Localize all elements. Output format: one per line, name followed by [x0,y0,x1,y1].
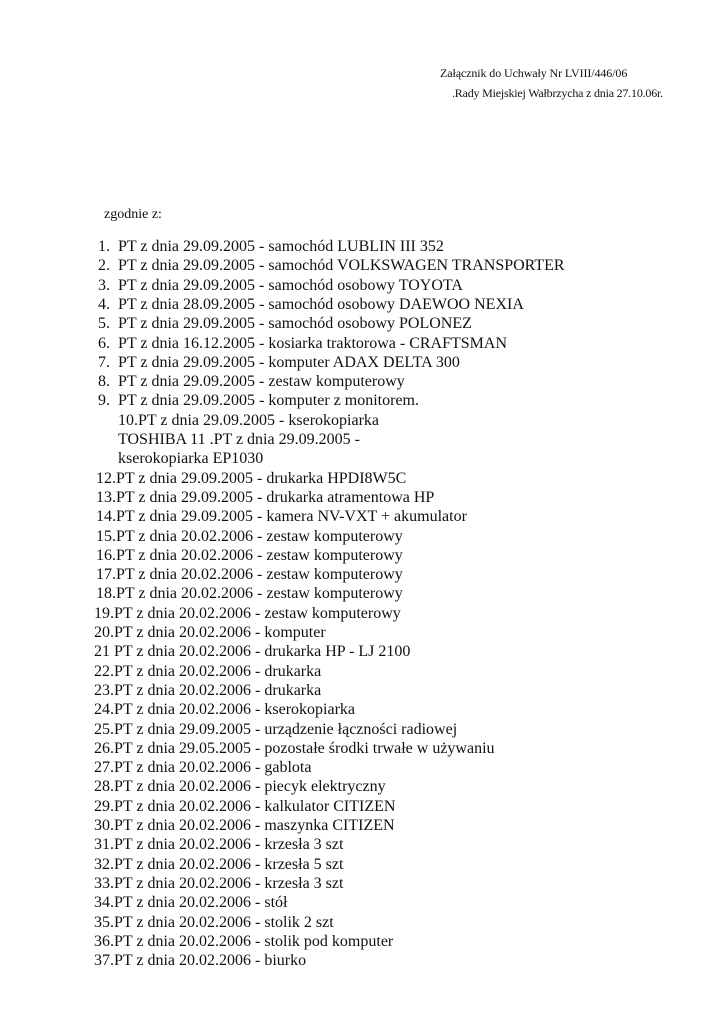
list-item-text: PT z dnia 29.09.2005 - komputer ADAX DELTA 300 [118,353,460,371]
list-item [94,835,343,855]
header-line-1: Załącznik do Uchwały Nr LVIII/446/06 [440,66,628,80]
list-item [94,623,326,643]
list-item-text: 34.PT z dnia 20.02.2006 - stół [94,894,288,912]
list-item [94,604,401,624]
list-item [98,295,524,315]
list-item-number: 5. [98,315,110,333]
list-item-number: 9. [98,392,110,410]
list-item [94,777,386,797]
list-item-text: PT z dnia 29.09.2005 - samochód LUBLIN III 352 [118,238,444,255]
list-item [94,874,343,894]
list-item-text: PT z dnia 28.09.2005 - samochód osobowy DAEWOO NEXIA [118,295,524,313]
list-item-text: 10.PT z dnia 29.09.2005 - kserokopiarka [118,411,379,429]
list-item-number: 8. [98,373,110,391]
list-item [96,488,434,508]
list-item-text: 17.PT z dnia 20.02.2006 - zestaw komputerowy [96,566,403,584]
list-item-text: kserokopiarka EP1030 [118,450,264,468]
list-item [96,584,403,604]
list-item-text: 24.PT z dnia 20.02.2006 - kserokopiarka [94,701,355,719]
list-item [96,507,467,527]
list-item [94,642,410,662]
list-item [94,797,395,817]
list-item-text: 26.PT z dnia 29.05.2005 - pozostałe środki trwałe w używaniu [94,739,495,757]
list-item-number: 2. [98,257,110,275]
list-item-number: 3. [98,276,110,294]
list-item [94,913,334,933]
list-item-text: 29.PT z dnia 20.02.2006 - kalkulator CITIZEN [94,797,396,815]
list-item [94,662,321,682]
list-item [98,334,507,354]
list-item [96,469,406,489]
list-item-text: PT z dnia 29.09.2005 - zestaw komputerowy [118,373,405,391]
list-item [98,276,463,296]
list-item [94,700,355,720]
list-item [94,720,457,740]
list-item-text: 30.PT z dnia 20.02.2006 - maszynka CITIZEN [94,817,395,834]
list-item-text: PT z dnia 29.09.2005 - samochód VOLKSWAGEN TRANSPORTER [118,257,565,275]
list-item-text: PT z dnia 29.09.2005 - samochód osobowy POLONEZ [118,315,472,333]
list-item-text: 32.PT z dnia 20.02.2006 - krzesła 5 szt [94,855,344,873]
list-item-text: TOSHIBA 11 .PT z dnia 29.09.2005 - [118,431,360,448]
list-item [98,256,565,276]
list-item [94,681,321,701]
list-item-text: 21 PT z dnia 20.02.2006 - drukarka HP - LJ 2100 [94,643,411,661]
list-item [94,951,306,971]
list-item [98,391,419,411]
list-item-text: 28.PT z dnia 20.02.2006 - piecyk elektryczny [94,778,386,796]
list-item-number: 6. [98,334,110,352]
list-item-text: 20.PT z dnia 20.02.2006 - komputer [94,624,326,641]
list-item-number: 7. [98,353,110,371]
list-item-text: 27.PT z dnia 20.02.2006 - gablota [94,759,312,777]
list-item [98,314,472,334]
list-item-text: 36.PT z dnia 20.02.2006 - stolik pod komputer [94,932,394,950]
list-item-text: 15.PT z dnia 20.02.2006 - zestaw komputerowy [96,527,403,545]
list-item-text: PT z dnia 29.09.2005 - samochód osobowy TOYOTA [118,276,463,294]
list-item [96,527,403,547]
list-item-text: PT z dnia 29.09.2005 - komputer z monitorem. [118,392,419,410]
list-item-text: 33.PT z dnia 20.02.2006 - krzesła 3 szt [94,874,344,892]
list-item [94,758,311,778]
list-item-number: 1. [98,238,110,255]
list-item [96,546,403,566]
list-item [94,739,495,759]
header-line-2: .Rady Miejskiej Wałbrzycha z dnia 27.10.06r. [452,86,663,100]
list-item [98,372,405,392]
intro-text: zgodnie z: [104,207,162,222]
list-item-number: 4. [98,295,110,313]
list-item-text: 37.PT z dnia 20.02.2006 - biurko [94,952,307,970]
list-item-text: 14.PT z dnia 29.09.2005 - kamera NV-VXT + akumulator [96,508,467,526]
list-item-text: 22.PT z dnia 20.02.2006 - drukarka [94,662,322,680]
list-item [94,855,343,875]
list-item [118,411,379,431]
list-item-text: PT z dnia 16.12.2005 - kosiarka traktorowa - CRAFTSMAN [118,334,507,352]
list-item-text: 25.PT z dnia 29.09.2005 - urządzenie łączności radiowej [94,720,458,738]
list-item [118,449,263,469]
list-item-text: 18.PT z dnia 20.02.2006 - zestaw komputerowy [96,585,403,603]
list-item [96,565,403,585]
list-item [94,932,393,952]
list-item [118,430,360,450]
list-item-text: 13.PT z dnia 29.09.2005 - drukarka atramentowa HP [96,488,435,506]
list-item [94,816,395,836]
list-item-text: 12.PT z dnia 29.09.2005 - drukarka HPDI8W5C [96,469,407,487]
list-item [98,237,444,257]
list-item-text: 23.PT z dnia 20.02.2006 - drukarka [94,681,322,699]
list-item-text: 16.PT z dnia 20.02.2006 - zestaw komputerowy [96,546,403,564]
list-item [98,353,460,373]
list-item-text: 19.PT z dnia 20.02.2006 - zestaw komputerowy [94,604,401,622]
list-item-text: 31.PT z dnia 20.02.2006 - krzesła 3 szt [94,836,344,854]
list-item-text: 35.PT z dnia 20.02.2006 - stolik 2 szt [94,913,334,931]
list-item [94,893,287,913]
